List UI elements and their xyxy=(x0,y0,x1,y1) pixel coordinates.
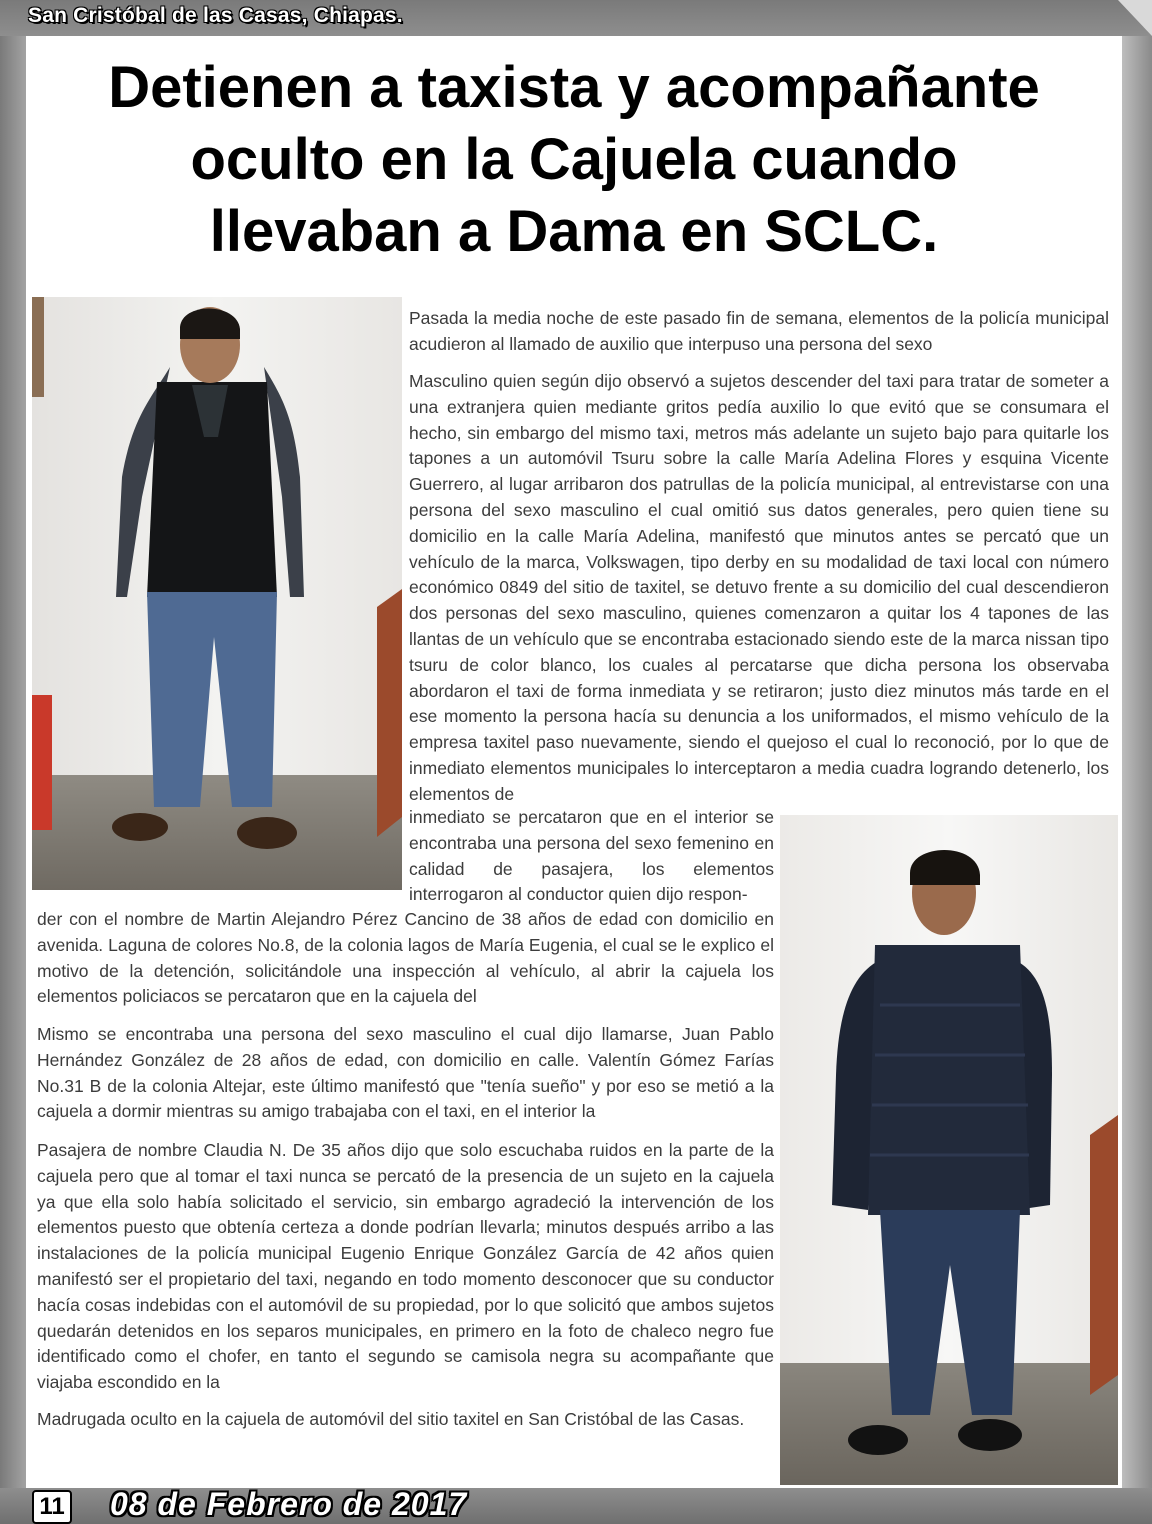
page-number: 11 xyxy=(32,1490,72,1524)
article-paragraph-2b: inmediato se percataron que en el interior se encontraba una persona del sexo femenino en calidad de pasajera, los elementos interrogaron al conductor quien dijo respon- xyxy=(409,807,774,905)
article-paragraph-2a: Masculino quien según dijo observó a sujetos descender del taxi para tratar de someter a una extranjera quien mediante gritos pedía auxilio lo que evitó que se consumara el hecho, sin embargo del mismo taxi, metros más adelante un sujeto bajo para quitarle los tapones a un automóvil Tsuru sobre la calle María Adelina Flores y esquina Vicente Guerrero, al lugar arribaron dos patrullas de la policía municipal, al entrevistarse con una persona del sexo masculino el cual omitió sus datos generales, pero quien tiene su domicilio en la calle María Adelina, manifestó que minutos antes se percató que un vehículo de la marca, Volkswagen, tipo derby en su modalidad de taxi local con número económico 0849 del sitio de taxitel, se detuvo frente a su domicilio del cual descendieron dos personas del sexo masculino, quienes comenzaron a quitar los 4 tapones de las llantas de un vehículo que se encontraba estacionado siendo este de la marca nissan tipo tsuru de color blanco, los cuales al percatarse que dicha persona los observaba abordaron el taxi de forma inmediata y se retiraron; justo diez minutos más tarde en el ese momento la persona hacía su denuncia a los uniformados, el mismo vehículo de la empresa taxitel paso nuevamente, siendo el quejoso el cual lo reconoció, por lo que de inmediato elementos municipales lo interceptaron a media cuadra logrando detenerlo, los elementos de xyxy=(409,371,1109,804)
frame-right-bevel xyxy=(1122,0,1152,1524)
issue-date: 08 de Febrero de 2017 xyxy=(110,1486,468,1522)
photo-man-black-vest xyxy=(32,297,402,890)
headline-line-3: llevaban a Dama en SCLC. xyxy=(209,199,939,264)
article-paragraph-5: Madrugada oculto en la cajuela de automóvil del sitio taxitel en San Cristóbal de las Casas. xyxy=(37,1409,745,1429)
headline-line-2: oculto en la Cajuela cuando xyxy=(190,127,958,192)
article-paragraph-2c: der con el nombre de Martin Alejandro Pérez Cancino de 38 años de edad con domicilio en avenida. Laguna de colores No.8, de la colonia lagos de María Eugenia, el cual se le explico el motivo de la detención, solicitándole una inspección al vehículo, al abrir la cajuela los elementos policiacos se percataron que en la cajuela del xyxy=(37,909,774,1007)
article-paragraph-1: Pasada la media noche de este pasado fin de semana, elementos de la policía municipal acudieron al llamado de auxilio que interpuso una persona del sexo xyxy=(409,308,1109,354)
masthead-location: San Cristóbal de las Casas, Chiapas. xyxy=(28,4,403,27)
photo-man-dark-jacket xyxy=(780,815,1118,1485)
frame-left-bevel xyxy=(0,0,26,1524)
frame-corner xyxy=(1118,0,1152,36)
article-paragraph-4: Pasajera de nombre Claudia N. De 35 años dijo que solo escuchaba ruidos en la parte de la cajuela pero que al tomar el taxi nunca se percató de la presencia de un sujeto en la cajuela ya que ella solo había solicitado el servicio, sin embargo agradeció la intervención de los elementos puesto que obtenía certeza a donde podrían llevarla; minutos después arribo a las instalaciones de la policía municipal Eugenio Enrique González García de 42 años quien manifestó ser el propietario del taxi, negando en todo momento desconocer que su conductor hacía cosas indebidas con el automóvil de su propiedad, por lo que solicitó que ambos sujetos quedarán detenidos en los separos municipales, en primero en la foto de chaleco negro fue identificado como el chofer, en tanto el segundo se camisola negra su acompañante que viajaba escondido en la xyxy=(37,1140,774,1393)
headline xyxy=(26,52,1122,268)
article-paragraph-3: Mismo se encontraba una persona del sexo masculino el cual dijo llamarse, Juan Pablo Hernández González de 28 años de edad, con domicilio en calle. Valentín Gómez Farías No.31 B de la colonia Altejar, este último manifestó que "tenía sueño" y por eso se metió a la cajuela a dormir mientras su amigo trabajaba con el taxi, en el interior la xyxy=(37,1024,774,1122)
headline-line-1: Detienen a taxista y acompañante xyxy=(108,55,1040,120)
